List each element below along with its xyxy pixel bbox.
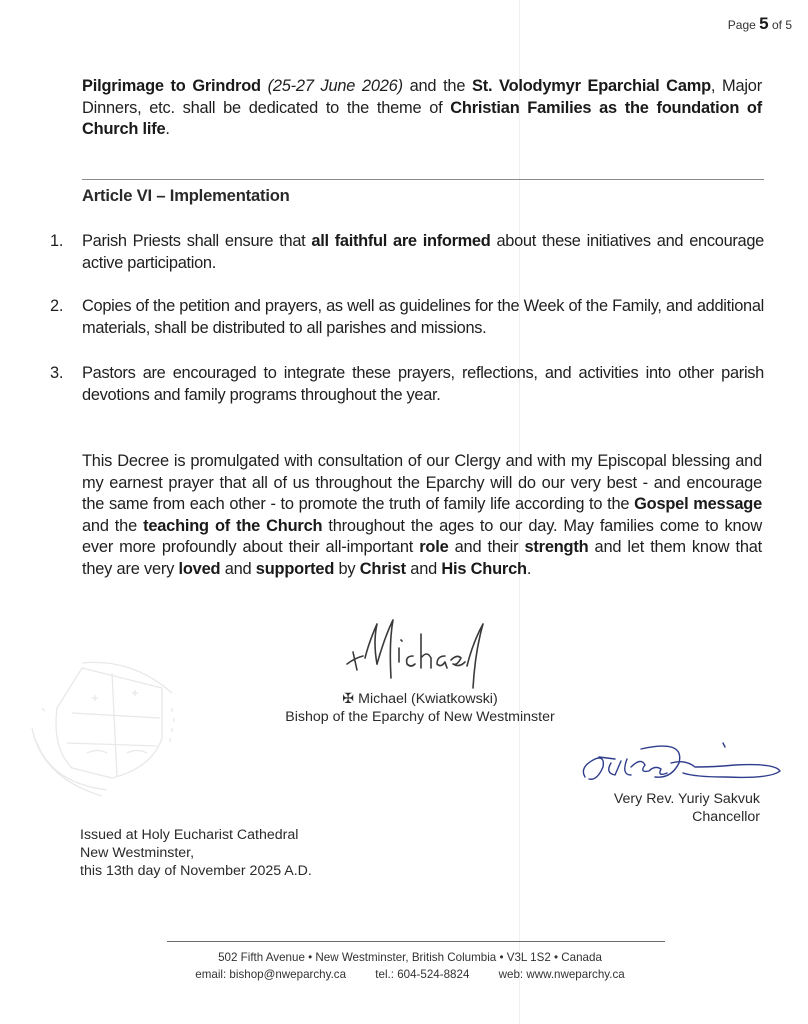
emphasis-text: supported (255, 559, 335, 578)
decree-paragraph (82, 451, 762, 580)
bishop-title: Bishop of the Eparchy of New Westminster (285, 709, 555, 725)
emphasis-text: Gospel message (634, 495, 763, 513)
text-segment: and (410, 559, 438, 578)
emphasis-text: loved (178, 559, 221, 578)
emphasis-text: role (419, 538, 449, 556)
event-pilgrimage: Pilgrimage to Grindrod (82, 77, 261, 95)
chancellor-signature-block (614, 790, 760, 826)
issued-place: Issued at Holy Eucharist Cathedral (80, 827, 299, 843)
emphasis-text: all faithful are informed (311, 232, 491, 250)
page-indicator (728, 14, 792, 34)
emphasis-text: strength (524, 538, 589, 556)
event-dates: (25-27 June 2026) (267, 77, 403, 95)
footer-address: 502 Fifth Avenue • New Westminster, British Columbia • V3L 1S2 • Canada (218, 951, 602, 964)
footer-website[interactable]: web: www.nweparchy.ca (498, 968, 625, 981)
issued-statement (80, 826, 312, 880)
list-item (50, 363, 764, 406)
text-segment: Pastors are encouraged to integrate these prayers, reflections, and activities into other parish devotions and family programs throughout the year. (82, 364, 764, 404)
emphasis-text: His Church (441, 559, 527, 578)
implementation-list (50, 231, 764, 274)
page-label: Page (727, 18, 756, 32)
text-segment: and (224, 559, 252, 578)
implementation-list (50, 296, 764, 339)
list-item (50, 231, 764, 274)
article-heading: Article VI – Implementation (82, 186, 290, 205)
section-divider (82, 179, 764, 180)
chancellor-signature-icon (575, 737, 790, 785)
text-segment: . (526, 559, 532, 578)
chancellor-title: Chancellor (692, 809, 760, 825)
issued-city: New Westminster, (80, 845, 195, 861)
intro-paragraph (82, 76, 762, 141)
bishop-name-line (260, 690, 580, 708)
page-current: 5 (759, 14, 769, 33)
text-segment: . (165, 120, 170, 138)
text-segment: throughout the ages to our day. May families come to know ever more profoundly about their all-important (82, 516, 762, 556)
embossed-seal-icon (12, 648, 182, 798)
text-segment: , Major Dinners, etc. shall be dedicated to the theme of (82, 77, 762, 117)
bishop-name: Michael (Kwiatkowski) (358, 691, 498, 707)
cross-icon: ✠ (342, 691, 355, 707)
bishop-signature-block (260, 690, 580, 726)
emphasis-text: teaching of the Church (143, 516, 323, 535)
issued-date: this 13th day of November 2025 A.D. (80, 863, 312, 879)
text-segment: Parish Priests shall ensure that (82, 232, 306, 250)
text-segment: Copies of the petition and prayers, as well as guidelines for the Week of the Family, and additional materials, shall be distributed to all parishes and missions. (82, 297, 764, 337)
text-segment: and the (82, 516, 137, 535)
bishop-signature-icon (333, 612, 503, 690)
list-number: 1. (50, 232, 64, 250)
list-item (50, 296, 764, 339)
footer-divider (167, 941, 665, 942)
text-segment: and let them know that they are very (82, 538, 763, 578)
list-number: 3. (50, 364, 64, 382)
implementation-list (50, 363, 764, 406)
text-segment: and their (454, 538, 519, 556)
text-segment: This Decree is promulgated with consultation of our Clergy and with my Episcopal blessing and my earnest prayer that all of us throughout the Eparchy will do our very best - and encourage the same from each other - to promote the truth of family life according to the (82, 452, 762, 513)
theme-text: Christian Families as the foundation of Church life (82, 98, 763, 138)
footer-contact (150, 966, 670, 983)
footer-phone: tel.: 604-524-8824 (375, 968, 470, 981)
chancellor-name: Very Rev. Yuriy Sakvuk (613, 791, 760, 807)
text-segment: about these initiatives and encourage active participation. (82, 232, 764, 272)
letterhead-footer (150, 949, 670, 983)
page-total: of 5 (771, 18, 792, 32)
text-segment: by (338, 559, 356, 578)
emphasis-text: Christ (359, 559, 406, 578)
text-segment: and the (409, 77, 466, 95)
event-camp: St. Volodymyr Eparchial Camp (471, 77, 711, 95)
footer-email[interactable]: email: bishop@nweparchy.ca (195, 968, 347, 981)
list-number: 2. (50, 297, 64, 315)
